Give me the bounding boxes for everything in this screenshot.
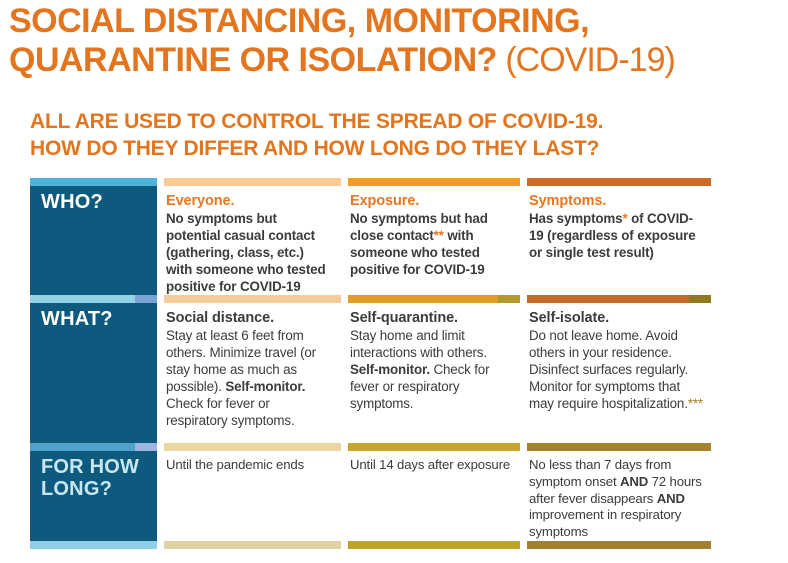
covid-19-label: (COVID-19) (496, 41, 675, 80)
bottom-accent-bar-col1-tip (319, 541, 341, 549)
row-header-who-label: WHO? (41, 191, 103, 213)
row-header-howlong-label: FOR HOW LONG? (41, 456, 140, 501)
cell-what-self-isolate (527, 295, 711, 443)
cell-body-self-isolate: Do not leave home. Avoid others in your residence. Disinfect surfaces regularly. Monitor for symptoms that may require hospitalization.*** (529, 328, 703, 412)
bottom-accent-bar-header (30, 541, 157, 549)
subtitle-line1: ALL ARE USED TO CONTROL THE SPREAD OF COVID-19. (30, 110, 604, 133)
bottom-accent-bar-header-tip (135, 541, 157, 549)
who-col1-accent-bar (164, 178, 341, 186)
cell-body-self-quarantine: Stay home and limit interactions with others. Self-monitor. Check for fever or respiratory symptoms. (350, 328, 493, 412)
howlong-col3-accent-bar (527, 443, 711, 451)
howlong-col3-accent-bar-tip (689, 443, 711, 451)
row-header-howlong (30, 443, 157, 541)
cell-howlong-pandemic (164, 443, 341, 541)
what-col2-accent-bar (348, 295, 520, 303)
page-title (9, 2, 675, 81)
bottom-accent-bar-col2-tip (498, 541, 520, 549)
who-col2-accent-bar (348, 178, 520, 186)
subtitle (30, 109, 603, 163)
bottom-accent-bar-col3 (527, 541, 711, 549)
howlong-header-accent-bar-tip (135, 443, 157, 451)
what-col1-accent-bar (164, 295, 341, 303)
who-col3-accent-bar (527, 178, 711, 186)
howlong-col2-accent-bar (348, 443, 520, 451)
who-col1-accent-bar-tip (319, 178, 341, 186)
cell-body-symptoms: Has symptoms* of COVID-19 (regardless of exposure or single test result) (529, 211, 700, 261)
cell-heading-self-quarantine: Self-quarantine. (350, 310, 458, 326)
cell-who-symptoms (527, 178, 711, 295)
page-title-line2-main: QUARANTINE OR ISOLATION? (9, 41, 497, 80)
howlong-col2-accent-bar-tip (498, 443, 520, 451)
cell-who-exposure (348, 178, 520, 295)
cell-body-howlong-pandemic: Until the pandemic ends (166, 457, 305, 472)
who-header-accent-bar-tip (135, 178, 157, 186)
who-header-accent-bar (30, 178, 157, 186)
page-title-line2 (9, 41, 675, 80)
cell-howlong-7-days (527, 443, 711, 541)
comparison-table (30, 178, 711, 549)
what-col1-accent-bar-tip (319, 295, 341, 303)
who-col2-accent-bar-tip (498, 178, 520, 186)
row-header-who (30, 178, 157, 295)
cell-body-social-distance: Stay at least 6 feet from others. Minimize travel (or stay home as much as possible). Self-monitor. Check for fever or respiratory symptoms. (166, 328, 320, 429)
bottom-accent-bar-col3-tip (689, 541, 711, 549)
what-col3-accent-bar-tip (689, 295, 711, 303)
bottom-accent-bar-col2 (348, 541, 520, 549)
cell-body-exposure: No symptoms but had close contact** with someone who tested positive for COVID-19 (350, 211, 492, 278)
howlong-col1-accent-bar-tip (319, 443, 341, 451)
row-header-what (30, 295, 157, 443)
cell-body-howlong-14-days: Until 14 days after exposure (350, 457, 510, 472)
who-col3-accent-bar-tip (689, 178, 711, 186)
cell-heading-everyone: Everyone. (166, 193, 235, 209)
what-header-accent-bar (30, 295, 157, 303)
howlong-col1-accent-bar (164, 443, 341, 451)
cell-what-social-distance (164, 295, 341, 443)
howlong-header-accent-bar (30, 443, 157, 451)
cell-what-self-quarantine (348, 295, 520, 443)
subtitle-line2: HOW DO THEY DIFFER AND HOW LONG DO THEY LAST? (30, 136, 600, 160)
cell-heading-social-distance: Social distance. (166, 310, 274, 326)
what-col3-accent-bar (527, 295, 711, 303)
cell-howlong-14-days (348, 443, 520, 541)
row-header-what-label: WHAT? (41, 308, 113, 330)
cell-body-everyone: No symptoms but potential casual contact (gathering, class, etc.) with someone who tested positive for COVID-19 (166, 211, 330, 295)
what-header-accent-bar-tip (135, 295, 157, 303)
what-col2-accent-bar-tip (498, 295, 520, 303)
cell-heading-self-isolate: Self-isolate. (529, 310, 610, 326)
cell-body-howlong-7-days: No less than 7 days from symptom onset AND 72 hours after fever disappears AND improvement in respiratory symptoms (529, 457, 706, 540)
cell-heading-exposure: Exposure. (350, 193, 420, 209)
bottom-accent-bar-col1 (164, 541, 341, 549)
cell-heading-symptoms: Symptoms. (529, 193, 607, 209)
page-title-line1: SOCIAL DISTANCING, MONITORING, (9, 2, 590, 40)
cell-who-everyone (164, 178, 341, 295)
